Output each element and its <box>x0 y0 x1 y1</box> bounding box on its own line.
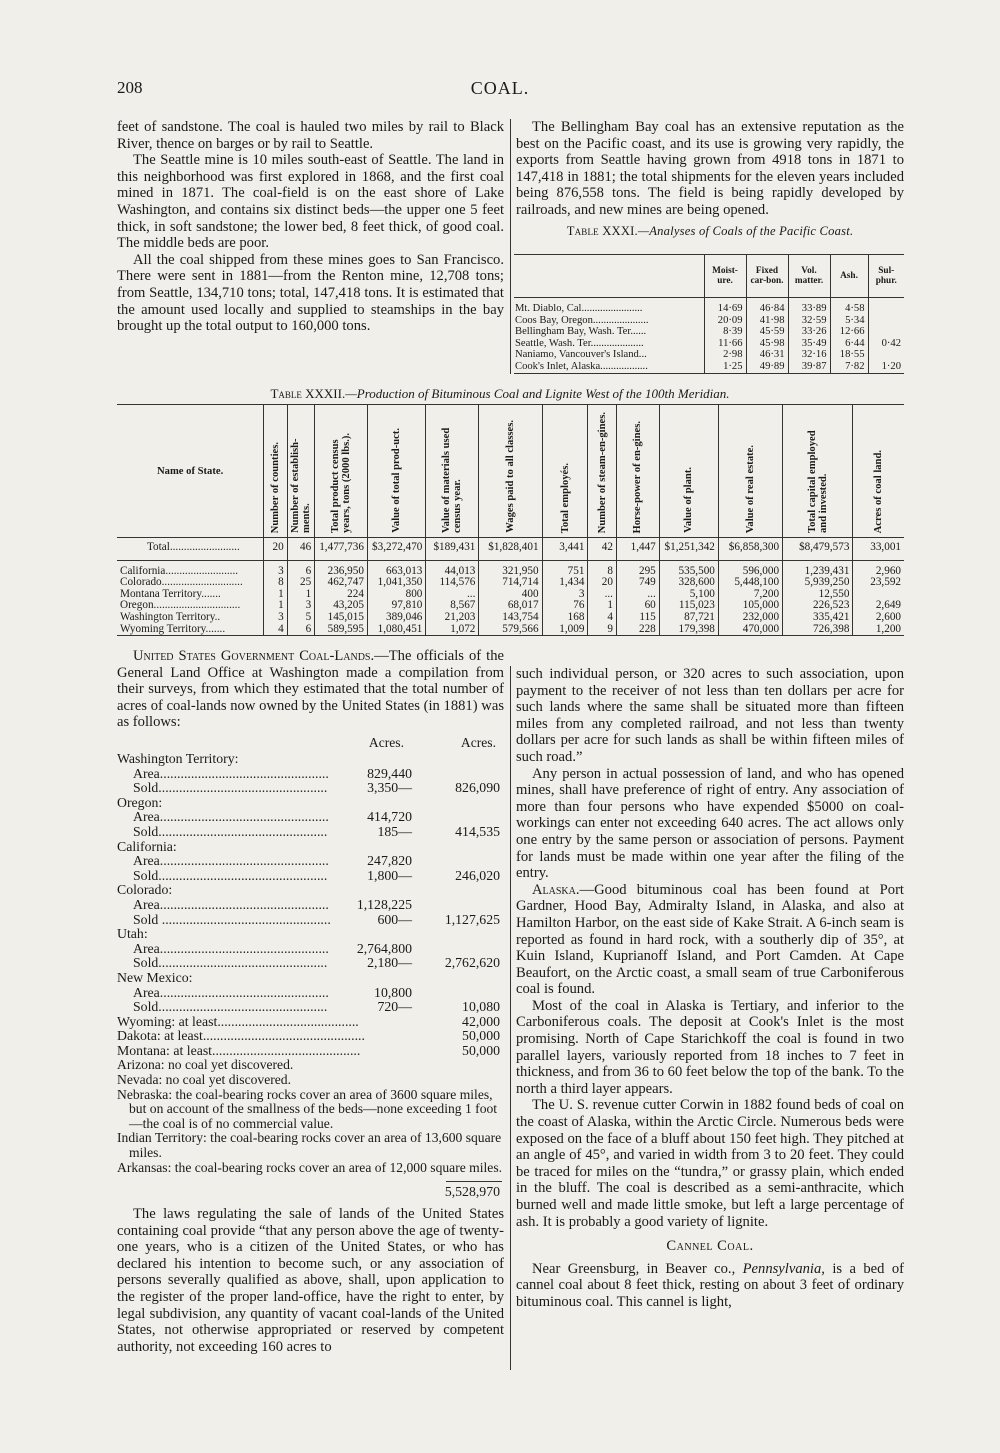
row-label: Seattle, Wash. Ter.................... <box>515 337 644 349</box>
paragraph: Any person in actual possession of land, and who has opened mines, shall have preference of right of entry. Any association of more than four persons who have expended $5000 on coal-workings can enter not exceeding 640 acres. The act allows only one entry by the same person or association of persons. Payment for lands must be made within one year after the filing of the entry. <box>516 765 904 882</box>
table-cell: 5,100 <box>659 589 718 601</box>
table-cell: 7·82 <box>830 361 868 373</box>
table-cell: 1,200 <box>853 624 904 636</box>
acreage-row: Washington Territory: <box>117 751 239 766</box>
table-cell: 663,013 <box>367 560 425 577</box>
section-heading: Cannel Coal. <box>666 1238 754 1255</box>
right-top-column <box>516 119 904 242</box>
table-cell: 6 <box>287 560 315 577</box>
table-row <box>117 577 904 589</box>
table-cell: 43,205 <box>315 600 368 612</box>
acreage-row: Area................................................. 10,800 <box>133 984 412 1000</box>
table-cell: 749 <box>616 577 659 589</box>
paragraph: Most of the coal in Alaska is Tertiary, and inferior to the Carboniferous coals. The deposit at Cook's Inlet is the most promising. North of Cape Starichkoff the coal is found in two parallel layers, variously reported from 18 inches to 7 feet in thickness, and from 36 to 60 feet below the top of the bank. To the north a third layer appears. <box>516 997 904 1097</box>
table-cell: 1 <box>287 589 315 601</box>
table-cell: 25 <box>287 577 315 589</box>
acreage-note: Arizona: no coal yet discovered. <box>117 1057 294 1073</box>
row-label: Wyoming Territory....... <box>120 622 226 635</box>
acreage-row: Area................................................. 414,720 <box>133 809 412 825</box>
table-cell <box>868 298 904 315</box>
table-cell: 751 <box>542 560 588 577</box>
paragraph: The Bellingham Bay coal has an extensive reputation as the best on the Pacific coast, and its use is growing very rapidly, the exports from Seattle having grown from 4918 tons in 1871 to 147,418 in 1881; the total shipments for the eleven years included being 876,558 tons. The field is being rapidly developed by railroads, and new mines are being opened. <box>516 119 904 218</box>
table-cell: 589,595 <box>315 624 368 636</box>
table-cell: 33,001 <box>853 538 904 561</box>
header-cell: Total capital employed and invested. <box>783 405 853 538</box>
page-number: 208 <box>117 78 143 97</box>
table-cell: 32·16 <box>788 349 830 361</box>
acreage-row: Colorado: <box>117 882 173 898</box>
table-cell: $189,431 <box>426 538 479 561</box>
header-cell: Value of total prod-uct. <box>367 405 425 538</box>
table-cell: 800 <box>367 589 425 601</box>
acreage-row: New Mexico: <box>117 969 193 985</box>
table-cell: 726,398 <box>783 624 853 636</box>
table-row <box>514 298 904 315</box>
running-head: COAL. <box>470 78 530 98</box>
table-32-title: Table XXXII.—Production of Bituminous Coal and Lignite West of the 100th Meridian. <box>270 386 730 401</box>
table-cell: 97,810 <box>367 600 425 612</box>
acreage-header: Acres. Acres. <box>368 735 496 750</box>
table-cell <box>868 315 904 327</box>
row-label: Naniamo, Vancouver's Island... <box>515 349 647 361</box>
acreage-note: Indian Territory: the coal-bearing rocks cover an area of 13,600 square miles. <box>117 1130 502 1161</box>
acreage-row: Oregon: <box>117 794 163 810</box>
table-cell: 8,567 <box>426 600 479 612</box>
paragraph: All the coal shipped from these mines goes to San Francisco. There were sent in 1881—from the Renton mine, 12,708 tons; from Seattle, 134,710 tons; total, 147,418 tons. It is estimated that the amount used locally and supplied to steamships in the bay brought up the total output to 160,000 tons. <box>117 251 504 335</box>
table-cell: 46·84 <box>746 298 788 315</box>
header-cell: Total product census years, tons (2000 lbs.). <box>315 405 368 538</box>
table-cell: 0·42 <box>868 338 904 350</box>
acreage-row: Utah: <box>117 926 148 942</box>
table-cell: $1,251,342 <box>659 538 718 561</box>
table-cell: 32·59 <box>788 315 830 327</box>
table-cell <box>868 326 904 338</box>
acreage-row: Sold................................................. 3,350— 826,090 <box>133 780 500 796</box>
table-cell: 228 <box>616 624 659 636</box>
table-cell: 3 <box>264 612 287 624</box>
table-cell: 2,649 <box>853 600 904 612</box>
table-cell: 4 <box>264 624 287 636</box>
row-label: Montana Territory....... <box>120 587 221 600</box>
table-cell: 470,000 <box>718 624 782 636</box>
table-cell: 1 <box>588 600 617 612</box>
table-cell: 145,015 <box>315 612 368 624</box>
row-label: Total......................... <box>117 538 264 561</box>
table-cell: 21,203 <box>426 612 479 624</box>
table-cell: 33·89 <box>788 298 830 315</box>
acreage-row: Montana: at least........................................... 50,000 <box>117 1042 500 1058</box>
table-cell: 68,017 <box>479 600 542 612</box>
table-cell: 143,754 <box>479 612 542 624</box>
paragraph: such individual person, or 320 acres to such association, upon payment to the receiver of not less than ten dollars per acre for such lands where the same shall be situated more than fifteen miles from any completed railroad, and not less than twenty dollars per acre for such lands as shall be within fifteen miles of such road.” <box>516 666 904 765</box>
header-cell: Sul-phur. <box>868 255 904 298</box>
table-row <box>514 326 904 338</box>
right-bottom-column <box>516 666 904 1311</box>
section-heading: Alaska. <box>532 881 580 898</box>
row-label: Bellingham Bay, Wash. Ter...... <box>515 326 647 338</box>
table-row <box>514 361 904 373</box>
acreage-row: Sold................................................. 720— 10,080 <box>133 999 500 1015</box>
table-cell: 115,023 <box>659 600 718 612</box>
table-cell: 1,477,736 <box>315 538 368 561</box>
table-cell: 2,600 <box>853 612 904 624</box>
table-cell: 42 <box>588 538 617 561</box>
acreage-total: 5,528,970 <box>117 1181 504 1201</box>
table-cell: ... <box>426 589 479 601</box>
table-cell: 6·44 <box>830 338 868 350</box>
acreage-row: Sold................................................. 185— 414,535 <box>133 823 500 839</box>
table-row <box>117 624 904 636</box>
paragraph: Alaska.—Good bituminous coal has been found at Port Gardner, Hood Bay, Admiralty Island, in Alaska, and also at Hamilton Harbor, on the east side of Kake Strait. A 6-inch seam is reported as found in hard rock, with a southerly dip of 35°, at Kuin Island, Kuprianoff Island, and Port Camden. At Cape Beaufort, on the Arctic coast, a small seam of true Carboniferous coal is found. <box>516 881 904 998</box>
table-cell: 60 <box>616 600 659 612</box>
acreage-row: Area................................................. 247,820 <box>133 853 412 869</box>
table-row <box>514 338 904 350</box>
table-cell: 4·58 <box>830 298 868 315</box>
acreage-row: Sold................................................. 2,180— 2,762,620 <box>133 955 500 971</box>
table-cell: 20·09 <box>704 315 746 327</box>
paragraph: The U. S. revenue cutter Corwin in 1882 found beds of coal on the coast of Alaska, within the Arctic Circle. Numerous beds were exposed on the face of a bluff about 150 feet high. They pitched at an angle of 45°, and varied in width from 3 to 20 feet. They could be traced for miles on the “tundra,” or grassy plain, which ended in the bluff. The coal is described as a semi-anthracite, which burned well and made little smoke, but left a large percentage of ash. It is probably a good variety of lignite. <box>516 1097 904 1230</box>
table-cell: 1·25 <box>704 361 746 373</box>
left-bottom-column <box>117 648 504 731</box>
table-cell: 46 <box>287 538 315 561</box>
paragraph: The laws regulating the sale of lands of the United States containing coal provide “that any person above the age of twenty-one years, who is a citizen of the United States, or who has declared his intention to become such, or any association of persons severally qualified as above, shall, upon application to the register of the proper land-office, have the right to enter, by legal subdivision, any quantity of vacant coal-lands of the United States, not otherwise appropriated or reserved by competent authority, not exceeding 160 acres to <box>117 1206 504 1355</box>
table-cell: 105,000 <box>718 600 782 612</box>
table-cell: 579,566 <box>479 624 542 636</box>
table-cell: $6,858,300 <box>718 538 782 561</box>
paragraph: The Seattle mine is 10 miles south-east of Seattle. The land in this neighborhood was first explored in 1868, and the first coal mined in 1871. The coal-field is on the east shore of Lake Washington, and contains six distinct beds—the upper one 5 feet thick, in soft sandstone; the lower bed, 8 feet thick, of good coal. The middle beds are poor. <box>117 152 504 252</box>
table-cell: 5 <box>287 612 315 624</box>
paragraph: feet of sandstone. The coal is hauled two miles by rail to Black River, thence on barges or by rail to Seattle. <box>117 119 504 152</box>
table-cell: 46·31 <box>746 349 788 361</box>
row-label: Washington Territory.. <box>120 610 221 623</box>
acreage-list <box>117 736 504 1201</box>
column-rule <box>510 119 511 374</box>
table-cell: 5,448,100 <box>718 577 782 589</box>
acreage-note: Arkansas: the coal-bearing rocks cover an area of 12,000 square miles. <box>117 1159 503 1175</box>
table-cell: 7,200 <box>718 589 782 601</box>
table-cell: 44,013 <box>426 560 479 577</box>
table-cell: 9 <box>588 624 617 636</box>
table-cell: 335,421 <box>783 612 853 624</box>
header-cell: Wages paid to all classes. <box>479 405 542 538</box>
header-cell: Value of plant. <box>659 405 718 538</box>
paragraph: Near Greensburg, in Beaver co., Pennsylvania, is a bed of cannel coal about 8 feet thick, resting on about 3 feet of ordinary bituminous coal. This cannel is light, <box>516 1260 905 1310</box>
header-cell: Horse-power of en-gines. <box>616 405 659 538</box>
table-cell: ... <box>588 589 617 601</box>
table-cell: 226,523 <box>783 600 853 612</box>
table-cell: 41·98 <box>746 315 788 327</box>
row-label: Colorado............................. <box>120 576 243 589</box>
table-cell: 1,447 <box>616 538 659 561</box>
header-cell: Number of counties. <box>264 405 287 538</box>
table-cell: 224 <box>315 589 368 601</box>
table-cell: 8 <box>264 577 287 589</box>
table-cell: 35·49 <box>788 338 830 350</box>
acreage-note: Nevada: no coal yet discovered. <box>117 1072 292 1088</box>
left-top-column <box>117 119 504 335</box>
table-cell: 4 <box>588 612 617 624</box>
header-cell: Ash. <box>830 255 868 298</box>
table-cell: 33·26 <box>788 326 830 338</box>
table-cell: 18·55 <box>830 349 868 361</box>
table-32 <box>117 404 904 636</box>
table-cell: 6 <box>287 624 315 636</box>
table-cell: 596,000 <box>718 560 782 577</box>
table-cell: 39·87 <box>788 361 830 373</box>
table-cell: 1 <box>264 589 287 601</box>
table-cell: 45·59 <box>746 326 788 338</box>
table-cell: 462,747 <box>315 577 368 589</box>
table-cell: 2·98 <box>704 349 746 361</box>
table-cell: 321,950 <box>479 560 542 577</box>
table-cell: 714,714 <box>479 577 542 589</box>
acreage-row: California: <box>117 838 177 854</box>
table-cell: 1,041,350 <box>367 577 425 589</box>
acreage-row: Wyoming: at least......................................... 42,000 <box>117 1013 500 1029</box>
table-cell: 2,960 <box>853 560 904 577</box>
table-cell: 5·34 <box>830 315 868 327</box>
table-cell: 3 <box>264 560 287 577</box>
table-cell: 115 <box>616 612 659 624</box>
header-cell: Value of real estate. <box>718 405 782 538</box>
header-cell: Number of establish-ments. <box>287 405 315 538</box>
table-header-row <box>514 255 904 298</box>
table-row <box>514 349 904 361</box>
paragraph: United States Government Coal-Lands.—The officials of the General Land Office at Washington made a compilation from their surveys, from which they estimated that the total number of acres of coal-lands now owned by the United States (in 1881) was as follows: <box>117 648 504 731</box>
table-cell: 114,576 <box>426 577 479 589</box>
table-cell: 12,550 <box>783 589 853 601</box>
table-row <box>514 315 904 327</box>
table-cell: 1,009 <box>542 624 588 636</box>
row-label: California.......................... <box>120 564 239 577</box>
header-cell: Value of materials used census year. <box>426 405 479 538</box>
header-cell: Name of State. <box>117 405 264 538</box>
table-cell: 87,721 <box>659 612 718 624</box>
acreage-row: Dakota: at least............................................... 50,000 <box>117 1028 500 1044</box>
table-cell: 295 <box>616 560 659 577</box>
table-row <box>117 538 904 561</box>
table-cell: 328,600 <box>659 577 718 589</box>
header-cell: Fixed car-bon. <box>746 255 788 298</box>
table-cell: 1 <box>264 600 287 612</box>
table-cell <box>868 349 904 361</box>
table-cell: 49·89 <box>746 361 788 373</box>
table-cell: 1,434 <box>542 577 588 589</box>
table-cell: 12·66 <box>830 326 868 338</box>
table-cell: $8,479,573 <box>783 538 853 561</box>
table-cell: 232,000 <box>718 612 782 624</box>
row-label: Oregon............................... <box>120 599 241 612</box>
acreage-row: Area................................................. 829,440 <box>133 765 412 781</box>
table-cell: 20 <box>264 538 287 561</box>
acreage-row: Area................................................. 1,128,225 <box>133 896 412 912</box>
header-cell: Number of steam-en-gines. <box>588 405 617 538</box>
header-cell: Moist-ure. <box>704 255 746 298</box>
table-cell: 236,950 <box>315 560 368 577</box>
table-31-title: Table XXXI.—Analyses of Coals of the Pacific Coast. <box>566 223 854 238</box>
table-cell: 5,939,250 <box>783 577 853 589</box>
table-cell: 400 <box>479 589 542 601</box>
table-cell: 14·69 <box>704 298 746 315</box>
table-cell: 1,072 <box>426 624 479 636</box>
table-cell: 389,046 <box>367 612 425 624</box>
table-cell: ... <box>616 589 659 601</box>
table-cell: 1·20 <box>868 361 904 373</box>
table-cell: 3 <box>542 589 588 601</box>
table-cell: 8·39 <box>704 326 746 338</box>
acreage-row: Sold ................................................. 600— 1,127,625 <box>133 911 500 927</box>
table-cell: $3,272,470 <box>367 538 425 561</box>
table-cell: 11·66 <box>704 338 746 350</box>
header-cell: Acres of coal land. <box>853 405 904 538</box>
table-cell: 3 <box>287 600 315 612</box>
row-label: Cook's Inlet, Alaska.................. <box>515 360 648 372</box>
table-31 <box>514 254 904 374</box>
header-cell <box>514 255 704 298</box>
table-row <box>117 560 904 577</box>
table-cell: 23,592 <box>853 577 904 589</box>
row-label: Mt. Diablo, Cal....................... <box>515 303 643 314</box>
table-header-row <box>117 405 904 538</box>
table-cell: 3,441 <box>542 538 588 561</box>
table-cell: 535,500 <box>659 560 718 577</box>
table-cell: 76 <box>542 600 588 612</box>
left-bottom-column-continued <box>117 1206 504 1355</box>
table-cell: 168 <box>542 612 588 624</box>
table-cell: 45·98 <box>746 338 788 350</box>
table-cell: 8 <box>588 560 617 577</box>
header-cell: Vol. matter. <box>788 255 830 298</box>
table-cell: 20 <box>588 577 617 589</box>
section-heading: United States Government Coal-Lands. <box>133 648 375 664</box>
table-cell: 179,398 <box>659 624 718 636</box>
acreage-row: Area................................................. 2,764,800 <box>133 940 412 956</box>
acreage-note: Nebraska: the coal-bearing rocks cover an area of 3600 square miles, but on account of the smallness of the beds—none exceeding 1 foot—the coal is of no commercial value. <box>117 1086 498 1131</box>
table-row <box>117 612 904 624</box>
header-cell: Total employés. <box>542 405 588 538</box>
acreage-row: Sold................................................. 1,800— 246,020 <box>133 867 500 883</box>
table-cell: 1,239,431 <box>783 560 853 577</box>
column-rule <box>510 666 511 1370</box>
row-label: Coos Bay, Oregon..................... <box>515 314 649 326</box>
table-cell: $1,828,401 <box>479 538 542 561</box>
table-cell: 1,080,451 <box>367 624 425 636</box>
